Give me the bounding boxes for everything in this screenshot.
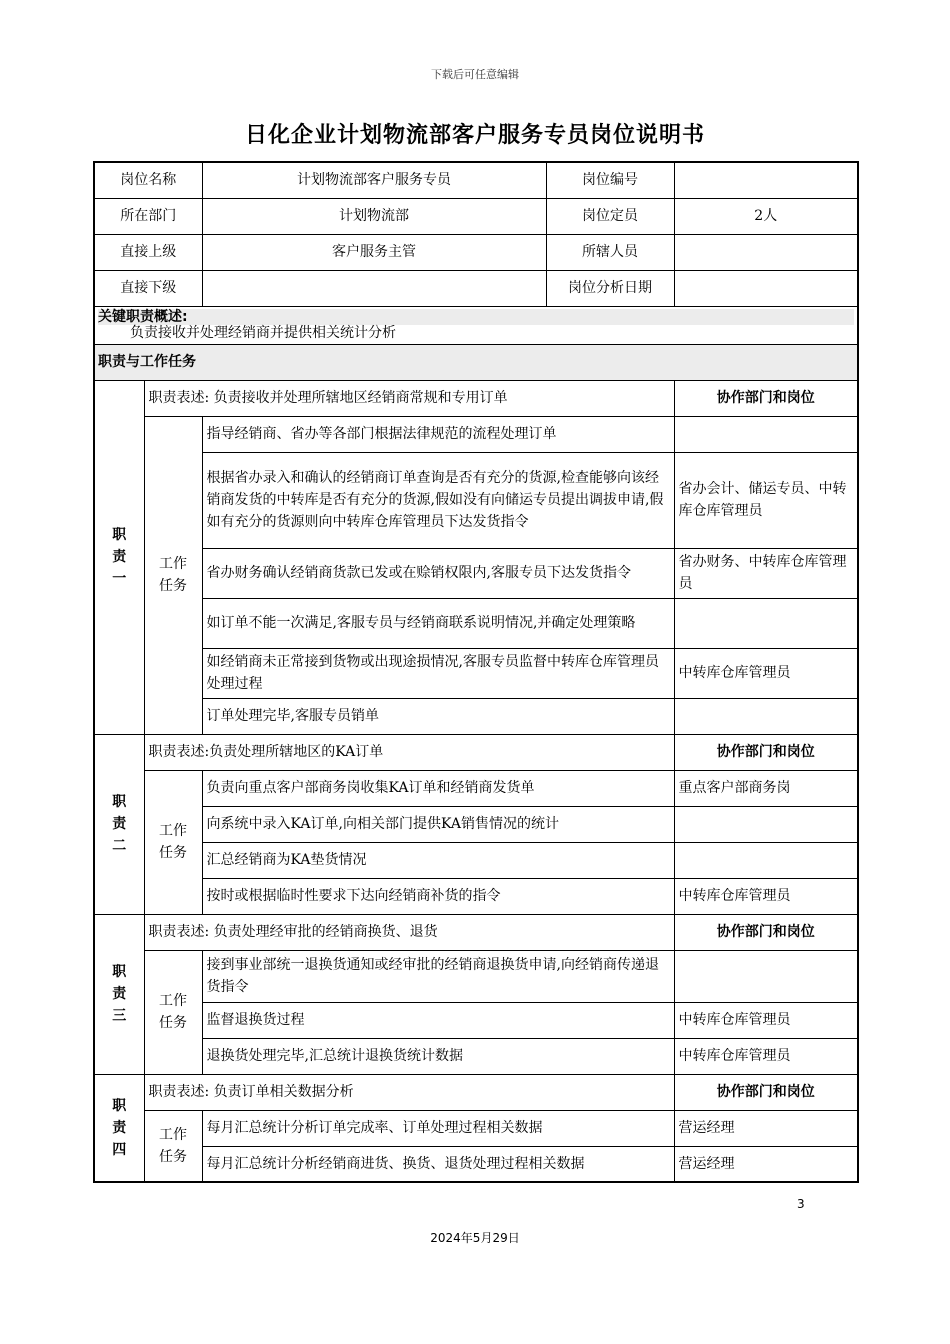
task-label: [144, 950, 202, 1074]
job-description-table: [93, 161, 859, 1183]
task-collab: [674, 598, 858, 648]
task-text: 向系统中录入KA订单,向相关部门提供KA销售情况的统计: [202, 806, 674, 842]
task-text: 如订单不能一次满足,客服专员与经销商联系说明情况,并确定处理策略: [202, 598, 674, 648]
task-collab: 重点客户部商务岗: [674, 770, 858, 806]
page-number: 3: [797, 1197, 805, 1211]
task-collab: 中转库仓库管理员: [674, 1002, 858, 1038]
task-label-line: 任务: [159, 1148, 187, 1165]
duty-statement: 职责表述: 负责处理经审批的经销商换货、退货: [144, 914, 674, 950]
duty-label-char: 三: [112, 1008, 127, 1024]
task-collab: 中转库仓库管理员: [674, 878, 858, 914]
dept-value: 计划物流部: [202, 198, 546, 234]
task-collab: [674, 950, 858, 1002]
duty-label-char: 二: [112, 838, 127, 854]
duty-statement: 职责表述:负责处理所辖地区的KA订单: [144, 734, 674, 770]
task-row: [94, 1038, 858, 1074]
task-label-line: 工作: [159, 556, 187, 572]
duty-label: [94, 914, 144, 1074]
task-collab: 省办财务、中转库仓库管理员: [674, 548, 858, 598]
task-text: 省办财务确认经销商货款已发或在赊销权限内,客服专员下达发货指令: [202, 548, 674, 598]
info-row-post-name: [94, 162, 858, 198]
duty-statement-row: [94, 914, 858, 950]
info-row-superior: [94, 234, 858, 270]
task-collab: 中转库仓库管理员: [674, 648, 858, 698]
collab-header: 协作部门和岗位: [674, 914, 858, 950]
summary-cell: [94, 306, 858, 344]
quota-value: 2人: [674, 198, 858, 234]
staff-label: 所辖人员: [546, 234, 674, 270]
task-row: [94, 548, 858, 598]
duty-label-char: 职: [112, 964, 127, 980]
duty-label: [94, 734, 144, 914]
duty-label-char: 职: [112, 794, 127, 810]
subordinate-value: [202, 270, 546, 306]
header-note: 下载后可任意编辑: [431, 68, 519, 81]
quota-label: 岗位定员: [546, 198, 674, 234]
info-row-subordinate: [94, 270, 858, 306]
task-collab: 省办会计、储运专员、中转库仓库管理员: [674, 452, 858, 548]
task-text: 每月汇总统计分析订单完成率、订单处理过程相关数据: [202, 1110, 674, 1146]
task-collab: [674, 842, 858, 878]
task-row: [94, 878, 858, 914]
task-row: [94, 842, 858, 878]
collab-header: 协作部门和岗位: [674, 734, 858, 770]
duty-label-char: 一: [112, 571, 127, 587]
superior-label: 直接上级: [94, 234, 202, 270]
task-row: [94, 452, 858, 548]
superior-value: 客户服务主管: [202, 234, 546, 270]
task-row: [94, 770, 858, 806]
task-row: [94, 648, 858, 698]
duty-label-char: 职: [112, 527, 127, 543]
duty-statement: 职责表述: 负责接收并处理所辖地区经销商常规和专用订单: [144, 380, 674, 416]
task-label: [144, 770, 202, 914]
task-text: 根据省办录入和确认的经销商订单查询是否有充分的货源,检查能够向该经销商发货的中转库是否有充分的货源,假如没有向储运专员提出调拔申请,假如有充分的货源则向中转库仓库管理员下达发货指令: [202, 452, 674, 548]
task-text: 订单处理完毕,客服专员销单: [202, 698, 674, 734]
duty-statement-row: [94, 380, 858, 416]
task-label: [144, 416, 202, 734]
analysis-date-label: 岗位分析日期: [546, 270, 674, 306]
task-collab: 营运经理: [674, 1146, 858, 1182]
duty-label-char: 责: [112, 549, 127, 565]
collab-header: 协作部门和岗位: [674, 1074, 858, 1110]
footer-date: 2024年5月29日: [430, 1231, 520, 1245]
task-label-line: 任务: [159, 845, 187, 861]
task-collab: 中转库仓库管理员: [674, 1038, 858, 1074]
staff-value: [674, 234, 858, 270]
subordinate-label: 直接下级: [94, 270, 202, 306]
dept-label: 所在部门: [94, 198, 202, 234]
post-name-value: 计划物流部客户服务专员: [202, 162, 546, 198]
duty-label-char: 四: [112, 1141, 127, 1158]
task-row: [94, 1146, 858, 1182]
duty-label-char: 责: [112, 986, 127, 1002]
summary-text: 负责接收并处理经销商并提供相关统计分析: [130, 324, 396, 341]
post-no-value: [674, 162, 858, 198]
task-row: [94, 806, 858, 842]
analysis-date-value: [674, 270, 858, 306]
task-collab: [674, 698, 858, 734]
task-label-line: 工作: [159, 993, 187, 1009]
task-row: [94, 598, 858, 648]
task-label-line: 工作: [159, 1126, 187, 1143]
duty-label: [94, 380, 144, 734]
duty-statement-row: [94, 1074, 858, 1110]
task-text: 每月汇总统计分析经销商进货、换货、退货处理过程相关数据: [202, 1146, 674, 1182]
task-text: 接到事业部统一退换货通知或经审批的经销商退换货申请,向经销商传递退货指令: [202, 950, 674, 1002]
task-text: 监督退换货过程: [202, 1002, 674, 1038]
task-row: [94, 1002, 858, 1038]
duty-label-char: 责: [112, 816, 127, 832]
duty-label-char: 责: [112, 1119, 127, 1136]
duty-label-char: 职: [112, 1097, 127, 1114]
task-label-line: 任务: [159, 1015, 187, 1031]
summary-row: [94, 306, 858, 344]
task-text: 退换货处理完毕,汇总统计退换货统计数据: [202, 1038, 674, 1074]
task-row: [94, 950, 858, 1002]
task-row: [94, 698, 858, 734]
summary-title: 关键职责概述:: [98, 309, 854, 325]
task-label-line: 工作: [159, 823, 187, 839]
task-collab: [674, 806, 858, 842]
task-text: 如经销商未正常接到货物或出现途损情况,客服专员监督中转库仓库管理员处理过程: [202, 648, 674, 698]
duty-statement: 职责表述: 负责订单相关数据分析: [144, 1074, 674, 1110]
task-collab: [674, 416, 858, 452]
collab-header: 协作部门和岗位: [674, 380, 858, 416]
duties-header: 职责与工作任务: [94, 344, 858, 380]
duties-header-row: [94, 344, 858, 380]
info-row-dept: [94, 198, 858, 234]
task-text: 负责向重点客户部商务岗收集KA订单和经销商发货单: [202, 770, 674, 806]
duty-statement-row: [94, 734, 858, 770]
task-text: 指导经销商、省办等各部门根据法律规范的流程处理订单: [202, 416, 674, 452]
task-row: [94, 416, 858, 452]
task-text: 汇总经销商为KA垫货情况: [202, 842, 674, 878]
post-name-label: 岗位名称: [94, 162, 202, 198]
duty-label: [94, 1074, 144, 1182]
document-title: 日化企业计划物流部客户服务专员岗位说明书: [244, 123, 705, 148]
task-label: [144, 1110, 202, 1182]
task-label-line: 任务: [159, 578, 187, 594]
task-collab: 营运经理: [674, 1110, 858, 1146]
post-no-label: 岗位编号: [546, 162, 674, 198]
task-text: 按时或根据临时性要求下达向经销商补货的指令: [202, 878, 674, 914]
task-row: [94, 1110, 858, 1146]
